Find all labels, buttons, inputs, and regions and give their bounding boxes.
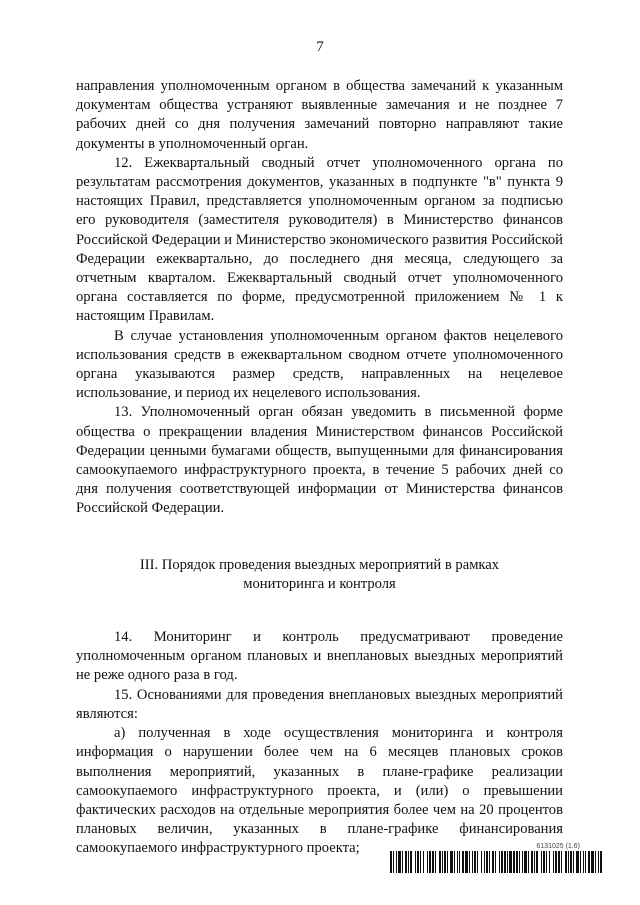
section-heading-line-1: III. Порядок проведения выездных мероприятий в рамках	[139, 556, 500, 573]
page-number: 7	[316, 39, 324, 55]
section-heading-line-2: мониторинга и контроля	[243, 575, 396, 592]
paragraph-13: 13. Уполномоченный орган обязан уведомить в письменной форме общества о прекращении владения Министерством финансов Российской Федерации ценными бумагами обществ, выпущенными для финансирования самоокупаемого инфраструктурного проекта, в течение 5 рабочих дней со дня получения соответствующей информации от Министерства финансов Российской Федерации.	[76, 404, 563, 517]
barcode-code: 6131025 (1.6)	[536, 843, 580, 850]
paragraph-15: 15. Основаниями для проведения внеплановых выездных мероприятий являются:	[76, 686, 563, 722]
barcode-bars	[390, 851, 602, 873]
paragraph-continuation: направления уполномоченным органом в общества замечаний к указанным документам общества устраняют выявленные замечания и не позднее 7 рабочих дней со дня получения замечаний повторно направляют такие документы в уполномоченный орган.	[76, 78, 563, 152]
paragraph-14: 14. Мониторинг и контроль предусматривают проведение уполномоченным органом плановых и внеплановых выездных мероприятий не реже одного раза в год.	[76, 629, 563, 684]
paragraph-15a: а) полученная в ходе осуществления мониторинга и контроля информация о нарушении более чем на 6 месяцев плановых сроков выполнения мероприятий, указанных в плане-графике реализации самоокупаемого инфраструктурного проекта, и (или) о превышении фактических расходов на отдельные мероприятия более чем на 20 процентов плановых величин, указанных в плане-графике финансирования самоокупаемого инфраструктурного проекта;	[76, 725, 563, 857]
paragraph-12: 12. Ежеквартальный сводный отчет уполномоченного органа по результатам рассмотрения документов, указанных в подпункте "в" пункта 9 настоящих Правил, представляется уполномоченным органом за подписью его руководителя (заместителя руководителя) в Министерство финансов Российской Федерации и Министерство экономического развития Российской Федерации ежеквартально, до последнего дня месяца, следующего за отчетным кварталом. Ежеквартальный сводный отчет уполномоченного органа составляется по форме, предусмотренной приложением № 1 к настоящим Правилам.	[76, 154, 563, 325]
document-body	[76, 77, 563, 859]
paragraph-misuse: В случае установления уполномоченным органом фактов нецелевого использования средств в ежеквартальном сводном отчете уполномоченного органа указываются размер средств, направленных на нецелевое использование, и период их нецелевого использования.	[76, 327, 563, 402]
section-heading	[76, 556, 563, 594]
document-barcode	[390, 842, 602, 873]
